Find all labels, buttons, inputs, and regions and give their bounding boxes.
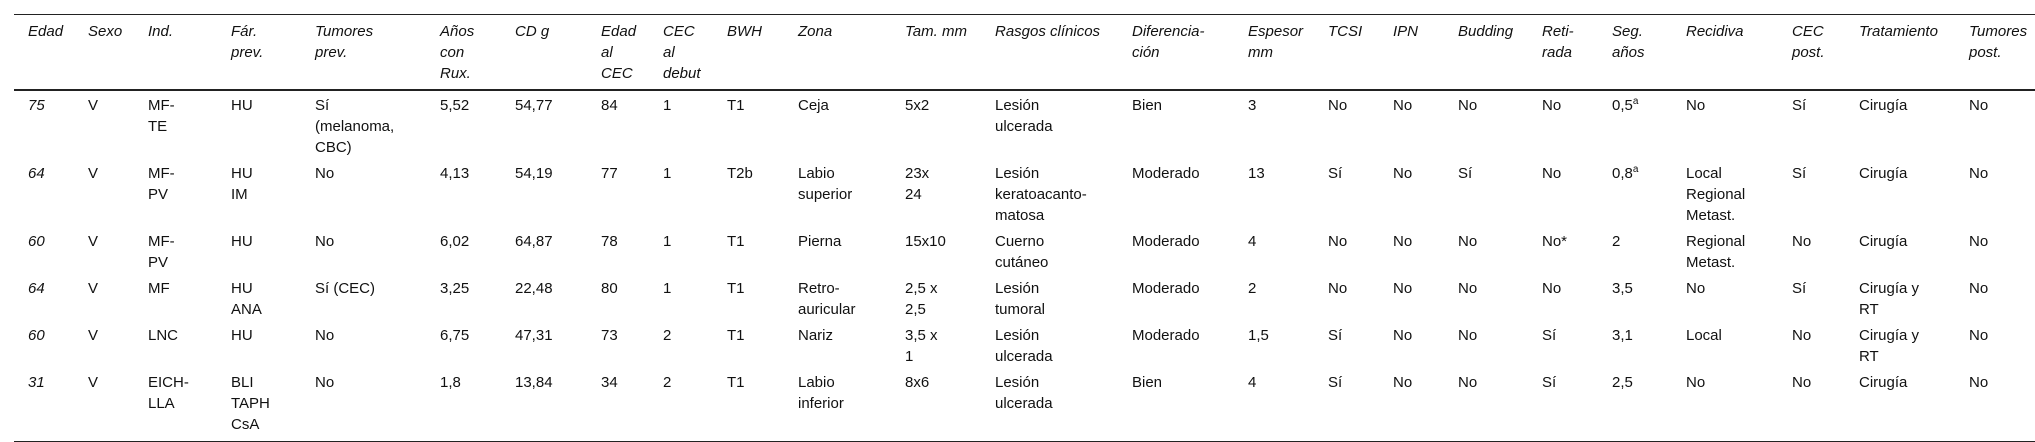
table-cell: Bien: [1132, 374, 1163, 391]
table-cell: Lesión tumoral: [995, 280, 1046, 318]
table-cell: Local Regional Metast.: [1686, 165, 1746, 224]
column-header: Ind.: [148, 23, 174, 40]
table-cell: 5,52: [440, 97, 470, 114]
table-cell: Sí: [1792, 165, 1807, 182]
table-cell: 2,5 x 2,5: [905, 280, 938, 318]
table-cell: 31: [28, 374, 45, 391]
table-cell: 75: [28, 97, 45, 114]
table-cell: 2: [663, 374, 672, 391]
table-cell: Cirugía y RT: [1859, 327, 1920, 365]
table-cell: Sí: [1542, 327, 1557, 344]
column-header: Reti- rada: [1542, 23, 1574, 61]
table-cell: 54,77: [515, 97, 553, 114]
table-cell: LNC: [148, 327, 179, 344]
column-header: Budding: [1458, 23, 1514, 40]
column-header: Edad: [28, 23, 64, 40]
table-cell: 84: [601, 97, 618, 114]
table-cell: No: [1969, 327, 1989, 344]
table-cell: 1: [663, 97, 672, 114]
table-cell: Lesión ulcerada: [995, 374, 1053, 412]
table-cell: Sí: [1328, 165, 1343, 182]
column-header: IPN: [1393, 23, 1419, 40]
table-cell: 4: [1248, 233, 1257, 250]
table-cell: 3,25: [440, 280, 470, 297]
table-cell: T1: [727, 280, 745, 297]
table-cell: No: [1393, 280, 1413, 297]
table-cell: Labio inferior: [798, 374, 844, 412]
table-cell: No: [1969, 233, 1989, 250]
table-cell: No: [1458, 374, 1478, 391]
table-cell: No: [1393, 97, 1413, 114]
table-cell: Sí: [1542, 374, 1557, 391]
table-cell: T1: [727, 233, 745, 250]
table-cell: No: [1393, 327, 1413, 344]
table-row: [14, 160, 2035, 228]
table-cell: Moderado: [1132, 233, 1200, 250]
table-cell: No: [1542, 165, 1562, 182]
table-cell: No: [1686, 280, 1706, 297]
table-cell: No: [315, 374, 335, 391]
table-cell: Cirugía: [1859, 165, 1908, 182]
table-cell: 15x10: [905, 233, 946, 250]
column-header: CEC post.: [1792, 23, 1825, 61]
column-header: Sexo: [88, 23, 123, 40]
table-cell: 60: [28, 233, 45, 250]
table-cell: Cirugía y RT: [1859, 280, 1920, 318]
column-header: Años con Rux.: [440, 23, 475, 82]
table-cell: Lesión ulcerada: [995, 97, 1053, 135]
table-cell: Regional Metast.: [1686, 233, 1746, 271]
table-cell: Sí: [1328, 374, 1343, 391]
column-header: Tam. mm: [905, 23, 967, 40]
table-cell: 3,5: [1612, 280, 1633, 297]
table-cell: HU: [231, 233, 253, 250]
table-cell: 80: [601, 280, 618, 297]
column-header: Tumores post.: [1969, 23, 2028, 61]
table-cell: No: [1393, 374, 1413, 391]
table-cell: Moderado: [1132, 165, 1200, 182]
clinical-cases-table: [14, 14, 2035, 442]
table-cell: No: [315, 165, 335, 182]
table-cell: V: [88, 280, 99, 297]
table-cell: No: [1686, 374, 1706, 391]
table-cell: V: [88, 97, 99, 114]
table-cell: No: [1792, 374, 1812, 391]
table-cell: Pierna: [798, 233, 842, 250]
table-cell: No: [1969, 280, 1989, 297]
table-cell: 1: [663, 165, 672, 182]
column-header: Zona: [798, 23, 833, 40]
table-cell: No: [1458, 233, 1478, 250]
table-cell: HU: [231, 97, 253, 114]
table-cell: 47,31: [515, 327, 553, 344]
table-cell: Sí: [1792, 97, 1807, 114]
table-cell: 4,13: [440, 165, 470, 182]
table-cell: No: [1393, 165, 1413, 182]
table-cell: No: [1792, 327, 1812, 344]
table-cell: 60: [28, 327, 45, 344]
table-cell: Moderado: [1132, 280, 1200, 297]
table-cell: 64: [28, 280, 45, 297]
table-cell: No*: [1542, 233, 1568, 250]
column-header: CEC al debut: [663, 23, 701, 82]
table-cell: 64: [28, 165, 45, 182]
table-cell: V: [88, 165, 99, 182]
table-cell: Sí: [1458, 165, 1473, 182]
column-header: Diferencia- ción: [1132, 23, 1205, 61]
table-cell: Cirugía: [1859, 233, 1908, 250]
column-header: CD g: [515, 23, 550, 40]
table-cell: 78: [601, 233, 618, 250]
table-cell: 6,02: [440, 233, 470, 250]
table-cell: 1,8: [440, 374, 461, 391]
table-cell: V: [88, 233, 99, 250]
table-cell: 6,75: [440, 327, 470, 344]
table-row: [14, 90, 2035, 160]
table-cell: 2: [663, 327, 672, 344]
table-cell: 54,19: [515, 165, 553, 182]
table-cell: Local: [1686, 327, 1722, 344]
table-cell: 8x6: [905, 374, 930, 391]
table-cell: No: [1458, 280, 1478, 297]
table-cell: MF: [148, 280, 170, 297]
table-cell: 5x2: [905, 97, 930, 114]
table-cell: 2: [1248, 280, 1257, 297]
table-cell: No: [1969, 165, 1989, 182]
table-cell: No: [1969, 97, 1989, 114]
header-row: [14, 15, 2035, 91]
table-cell: 4: [1248, 374, 1257, 391]
table-cell: BLI TAPH CsA: [231, 374, 270, 433]
table-cell: Sí (CEC): [315, 280, 375, 297]
column-header: TCSI: [1328, 23, 1363, 40]
table-cell: Cirugía: [1859, 374, 1908, 391]
table-cell: EICH- LLA: [148, 374, 189, 412]
table-cell: 3,5 x 1: [905, 327, 938, 365]
table-cell: HU ANA: [231, 280, 262, 318]
table-cell: No: [1458, 327, 1478, 344]
table-cell: V: [88, 374, 99, 391]
column-header: Recidiva: [1686, 23, 1744, 40]
footnote-mark: a: [1632, 164, 1639, 175]
table-row: [14, 228, 2035, 275]
column-header: Edad al CEC: [601, 23, 637, 82]
table-cell: No: [1393, 233, 1413, 250]
table-cell: 0,5$^a$: [1612, 96, 1639, 114]
table-cell: T1: [727, 374, 745, 391]
table-cell: Nariz: [798, 327, 834, 344]
table-cell: No: [315, 327, 335, 344]
table-cell: T2b: [727, 165, 753, 182]
column-header: Espesor mm: [1248, 23, 1304, 61]
table-cell: MF- PV: [148, 165, 175, 203]
table-cell: 64,87: [515, 233, 553, 250]
table-cell: HU: [231, 327, 253, 344]
table-row: [14, 369, 2035, 442]
table-cell: Lesión keratoacanto- matosa: [995, 165, 1087, 224]
table-cell: T1: [727, 97, 745, 114]
column-header: Seg. años: [1612, 23, 1645, 61]
table-cell: No: [1969, 374, 1989, 391]
table-cell: No: [1542, 280, 1562, 297]
table-cell: 22,48: [515, 280, 553, 297]
table-cell: No: [1328, 97, 1348, 114]
footnote-mark: a: [1632, 96, 1639, 107]
table-cell: V: [88, 327, 99, 344]
table-cell: MF- PV: [148, 233, 175, 271]
table-cell: Bien: [1132, 97, 1163, 114]
table-cell: Cuerno cutáneo: [995, 233, 1049, 271]
table-cell: 23x 24: [905, 165, 930, 203]
table-cell: No: [1686, 97, 1706, 114]
table-cell: Retro- auricular: [798, 280, 856, 318]
table-cell: No: [1328, 280, 1348, 297]
table-cell: Sí (melanoma, CBC): [315, 97, 395, 156]
table-cell: 34: [601, 374, 618, 391]
table-body: [14, 90, 2035, 442]
table-cell: Lesión ulcerada: [995, 327, 1053, 365]
table-cell: No: [1328, 233, 1348, 250]
column-header: Tratamiento: [1859, 23, 1938, 40]
table-row: [14, 322, 2035, 369]
table-cell: 0,8$^a$: [1612, 164, 1639, 182]
column-header: BWH: [727, 23, 762, 40]
table-cell: 1: [663, 280, 672, 297]
table-cell: 1,5: [1248, 327, 1269, 344]
table-cell: 3,1: [1612, 327, 1633, 344]
table-cell: MF- TE: [148, 97, 175, 135]
table-cell: Ceja: [798, 97, 829, 114]
table-cell: No: [315, 233, 335, 250]
table-row: [14, 275, 2035, 322]
table-cell: No: [1542, 97, 1562, 114]
table-cell: No: [1792, 233, 1812, 250]
table-cell: 3: [1248, 97, 1257, 114]
table-cell: No: [1458, 97, 1478, 114]
table-cell: 1: [663, 233, 672, 250]
column-header: Fár. prev.: [231, 23, 264, 61]
table-cell: 2,5: [1612, 374, 1633, 391]
table-cell: 73: [601, 327, 618, 344]
table-cell: HU IM: [231, 165, 253, 203]
table-cell: Cirugía: [1859, 97, 1908, 114]
column-header: Tumores prev.: [315, 23, 374, 61]
table-cell: T1: [727, 327, 745, 344]
table-cell: 13: [1248, 165, 1265, 182]
table-cell: Sí: [1792, 280, 1807, 297]
table-cell: Moderado: [1132, 327, 1200, 344]
table-cell: Sí: [1328, 327, 1343, 344]
table-cell: 2: [1612, 233, 1621, 250]
table-cell: Labio superior: [798, 165, 853, 203]
column-header: Rasgos clínicos: [995, 23, 1101, 40]
table-cell: 13,84: [515, 374, 553, 391]
table-cell: 77: [601, 165, 618, 182]
